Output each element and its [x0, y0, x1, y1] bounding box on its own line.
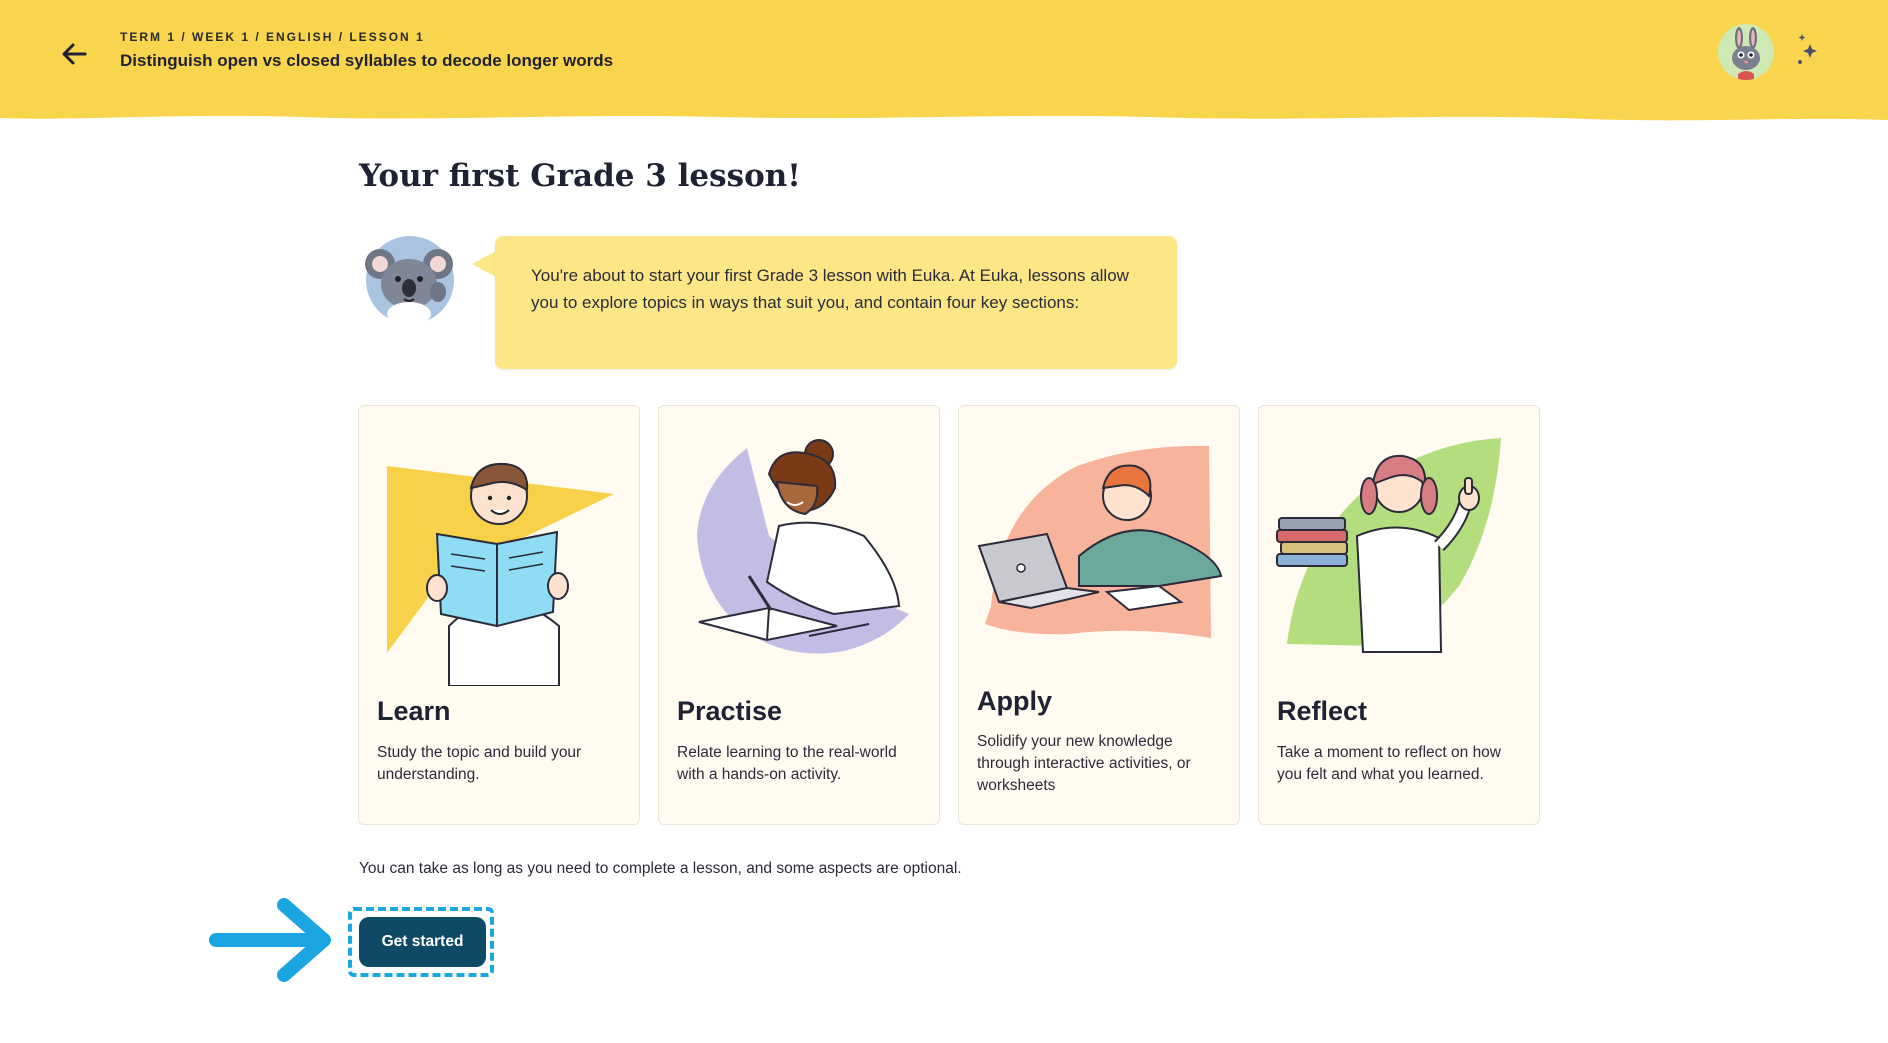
- section-title: Apply: [977, 686, 1053, 716]
- section-title: Reflect: [1277, 696, 1368, 726]
- section-card-practise[interactable]: [658, 405, 940, 825]
- back-button[interactable]: [56, 36, 92, 72]
- section-description: Solidify your new knowledge through interactive activities, or worksheets: [977, 733, 1191, 794]
- section-description: Study the topic and build your understanding.: [377, 744, 582, 783]
- section-description: Take a moment to reflect on how you felt and what you learned.: [1277, 744, 1502, 783]
- top-banner: [0, 0, 1888, 125]
- lesson-title: Distinguish open vs closed syllables to decode longer words: [120, 51, 614, 70]
- writing-child-illustration-icon: [659, 426, 939, 686]
- thumbs-up-child-illustration-icon: [1259, 426, 1539, 686]
- lesson-note: You can take as long as you need to complete a lesson, and some aspects are optional.: [359, 860, 962, 877]
- intro-speech-bubble: [495, 236, 1177, 369]
- koala-mascot-icon: [360, 236, 460, 324]
- get-started-button[interactable]: Get started: [359, 917, 486, 967]
- arrow-right-icon: [208, 895, 338, 985]
- section-title: Learn: [377, 696, 451, 726]
- page-title: Your first Grade 3 lesson!: [359, 158, 801, 194]
- section-description: Relate learning to the real-world with a hands-on activity.: [677, 744, 897, 783]
- arrow-left-icon: [61, 43, 87, 65]
- moon-stars-icon: [1792, 24, 1848, 80]
- laptop-child-illustration-icon: [959, 426, 1239, 686]
- bunny-avatar-icon: [1718, 24, 1774, 80]
- section-title: Practise: [677, 696, 783, 726]
- user-avatar[interactable]: [1718, 24, 1774, 80]
- theme-toggle-button[interactable]: [1792, 24, 1848, 80]
- section-card-reflect[interactable]: [1258, 405, 1540, 825]
- reading-child-illustration-icon: [359, 426, 639, 686]
- intro-text: You're about to start your first Grade 3 lesson with Euka. At Euka, lessons allow you to explore topics in ways that suit you, and contain four key sections:: [531, 266, 1129, 312]
- breadcrumb: TERM 1 / WEEK 1 / ENGLISH / LESSON 1: [120, 30, 425, 44]
- section-card-apply[interactable]: [958, 405, 1240, 825]
- section-card-learn[interactable]: [358, 405, 640, 825]
